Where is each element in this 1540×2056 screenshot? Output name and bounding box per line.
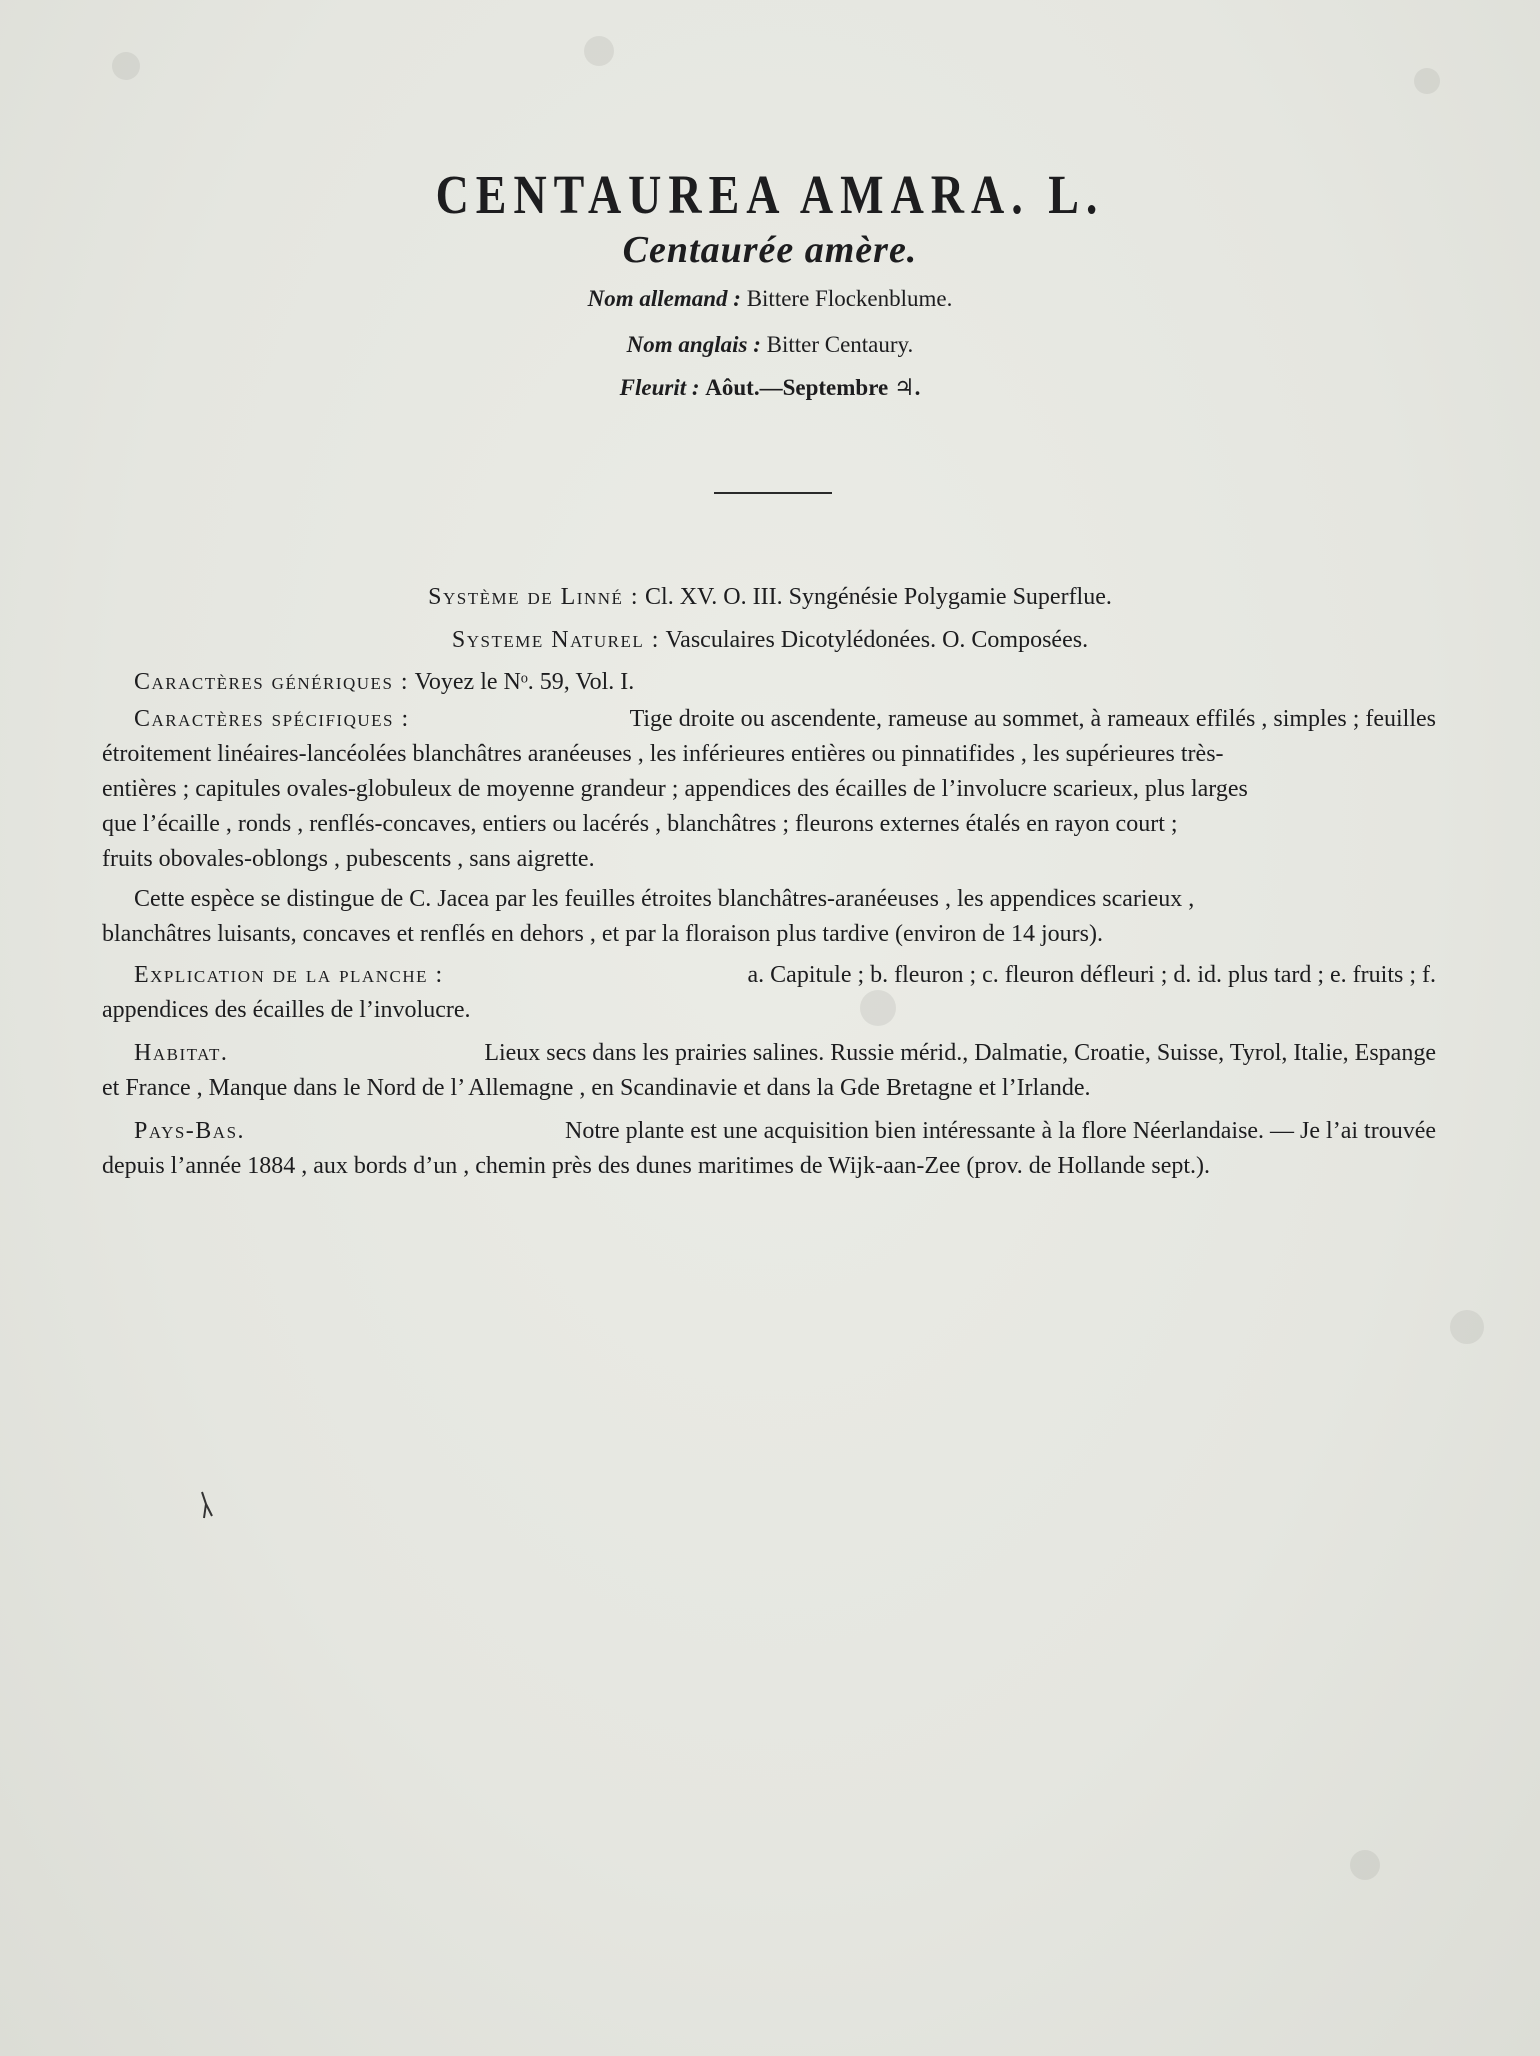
generic-value: Voyez le Nᵒ. 59, Vol. I.: [414, 669, 635, 695]
paysbas-text-2: depuis l’année 1884 , aux bords d’un , chemin près des dunes maritimes de Wijk-aan-Zee (prov. de Hollande sept.).: [102, 1153, 1211, 1179]
specific-line-5: [102, 846, 1436, 881]
divider-rule: [714, 492, 832, 494]
perennial-symbol: ♃.: [893, 375, 921, 400]
explication-text-1: a. Capitule ; b. fleuron ; c. fleuron défleuri ; d. id. plus tard ; e. fruits ; f.: [747, 962, 1436, 988]
paper-stain: [584, 36, 614, 66]
german-name-value: Bittere Flockenblume.: [746, 286, 953, 311]
paper-stain: [1350, 1850, 1380, 1880]
specific-text-4: que l’écaille , ronds , renflés-concaves, entiers ou lacérés , blanchâtres ; fleurons externes étalés en rayon court ;: [102, 811, 1178, 837]
paper-stain: [112, 52, 140, 80]
explication-line-2: [102, 997, 1436, 1032]
linne-value: Cl. XV. O. III. Syngénésie Polygamie Superflue.: [645, 584, 1112, 610]
specific-label: Caractères spécifiques :: [134, 706, 410, 732]
specific-characters: [102, 706, 1436, 881]
netherlands-paragraph: [102, 1118, 1436, 1188]
specific-text-3: entières ; capitules ovales-globuleux de moyenne grandeur ; appendices des écailles de l’involucre scarieux, plus larges: [102, 776, 1248, 802]
paysbas-line-2: [102, 1153, 1436, 1188]
linne-system: [0, 585, 1540, 609]
distinction-text-1: Cette espèce se distingue de C. Jacea par les feuilles étroites blanchâtres-aranéeuses , les appendices scarieux ,: [134, 886, 1195, 912]
page-subtitle: Centaurée amère.: [622, 229, 918, 271]
english-name-label: Nom anglais :: [626, 332, 761, 357]
explication-line-1: [102, 962, 1436, 997]
distinction-line-1: [102, 886, 1436, 921]
habitat-paragraph: [102, 1040, 1436, 1110]
bloom-value: Aôut.—Septembre: [705, 375, 889, 400]
habitat-label: Habitat.: [134, 1040, 229, 1066]
specific-text-5: fruits obovales-oblongs , pubescents , sans aigrette.: [102, 846, 595, 872]
distinction-text-2: blanchâtres luisants, concaves et renflés en dehors , et par la floraison plus tardive (environ de 14 jours).: [102, 921, 1104, 947]
habitat-line-2: [102, 1075, 1436, 1110]
distinction-line-2: [102, 921, 1436, 956]
english-name-value: Bitter Centaury.: [766, 332, 914, 357]
plate-explanation: [102, 962, 1436, 1032]
paysbas-line-1: [102, 1118, 1436, 1153]
paysbas-text-1: Notre plante est une acquisition bien intéressante à la flore Néerlandaise. — Je l’ai trouvée: [565, 1118, 1436, 1144]
paper-stain: [1414, 68, 1440, 94]
bloom-period: [0, 374, 1540, 401]
explication-text-2: appendices des écailles de l’involucre.: [102, 997, 471, 1023]
german-name: [0, 286, 1540, 312]
habitat-text-1: Lieux secs dans les prairies salines. Russie mérid., Dalmatie, Croatie, Suisse, Tyrol, Italie, Espange: [484, 1040, 1436, 1066]
linne-label: Système de Linné :: [428, 584, 640, 610]
generic-label: Caractères génériques :: [134, 669, 410, 695]
english-name: [0, 332, 1540, 358]
german-name-label: Nom allemand :: [587, 286, 741, 311]
explication-label: Explication de la planche :: [134, 962, 444, 988]
habitat-text-2: et France , Manque dans le Nord de l’ Allemagne , en Scandinavie et dans la Gde Bretagne et l’Irlande.: [102, 1075, 1091, 1101]
specific-line-2: [102, 741, 1436, 776]
generic-characters: [134, 670, 634, 694]
page-title: CENTAUREA AMARA. L.: [435, 163, 1105, 226]
natural-system: [0, 628, 1540, 652]
specific-line-3: [102, 776, 1436, 811]
paper-stain: [1450, 1310, 1484, 1344]
distinction-paragraph: [102, 886, 1436, 956]
paysbas-label: Pays-Bas.: [134, 1118, 246, 1144]
specific-text-1: Tige droite ou ascendente, rameuse au sommet, à rameaux effilés , simples ; feuilles: [629, 706, 1436, 732]
bloom-label: Fleurit :: [619, 375, 700, 400]
habitat-line-1: [102, 1040, 1436, 1075]
specific-text-2: étroitement linéaires-lancéolées blanchâtres aranéeuses , les inférieures entières ou pinnatifides , les supérieures très-: [102, 741, 1224, 767]
naturel-label: Systeme Naturel :: [451, 627, 660, 653]
specific-line-4: [102, 811, 1436, 846]
naturel-value: Vasculaires Dicotylédonées. O. Composées.: [665, 627, 1089, 653]
ink-mark: [200, 1490, 214, 1520]
specific-line-1: [102, 706, 1436, 741]
